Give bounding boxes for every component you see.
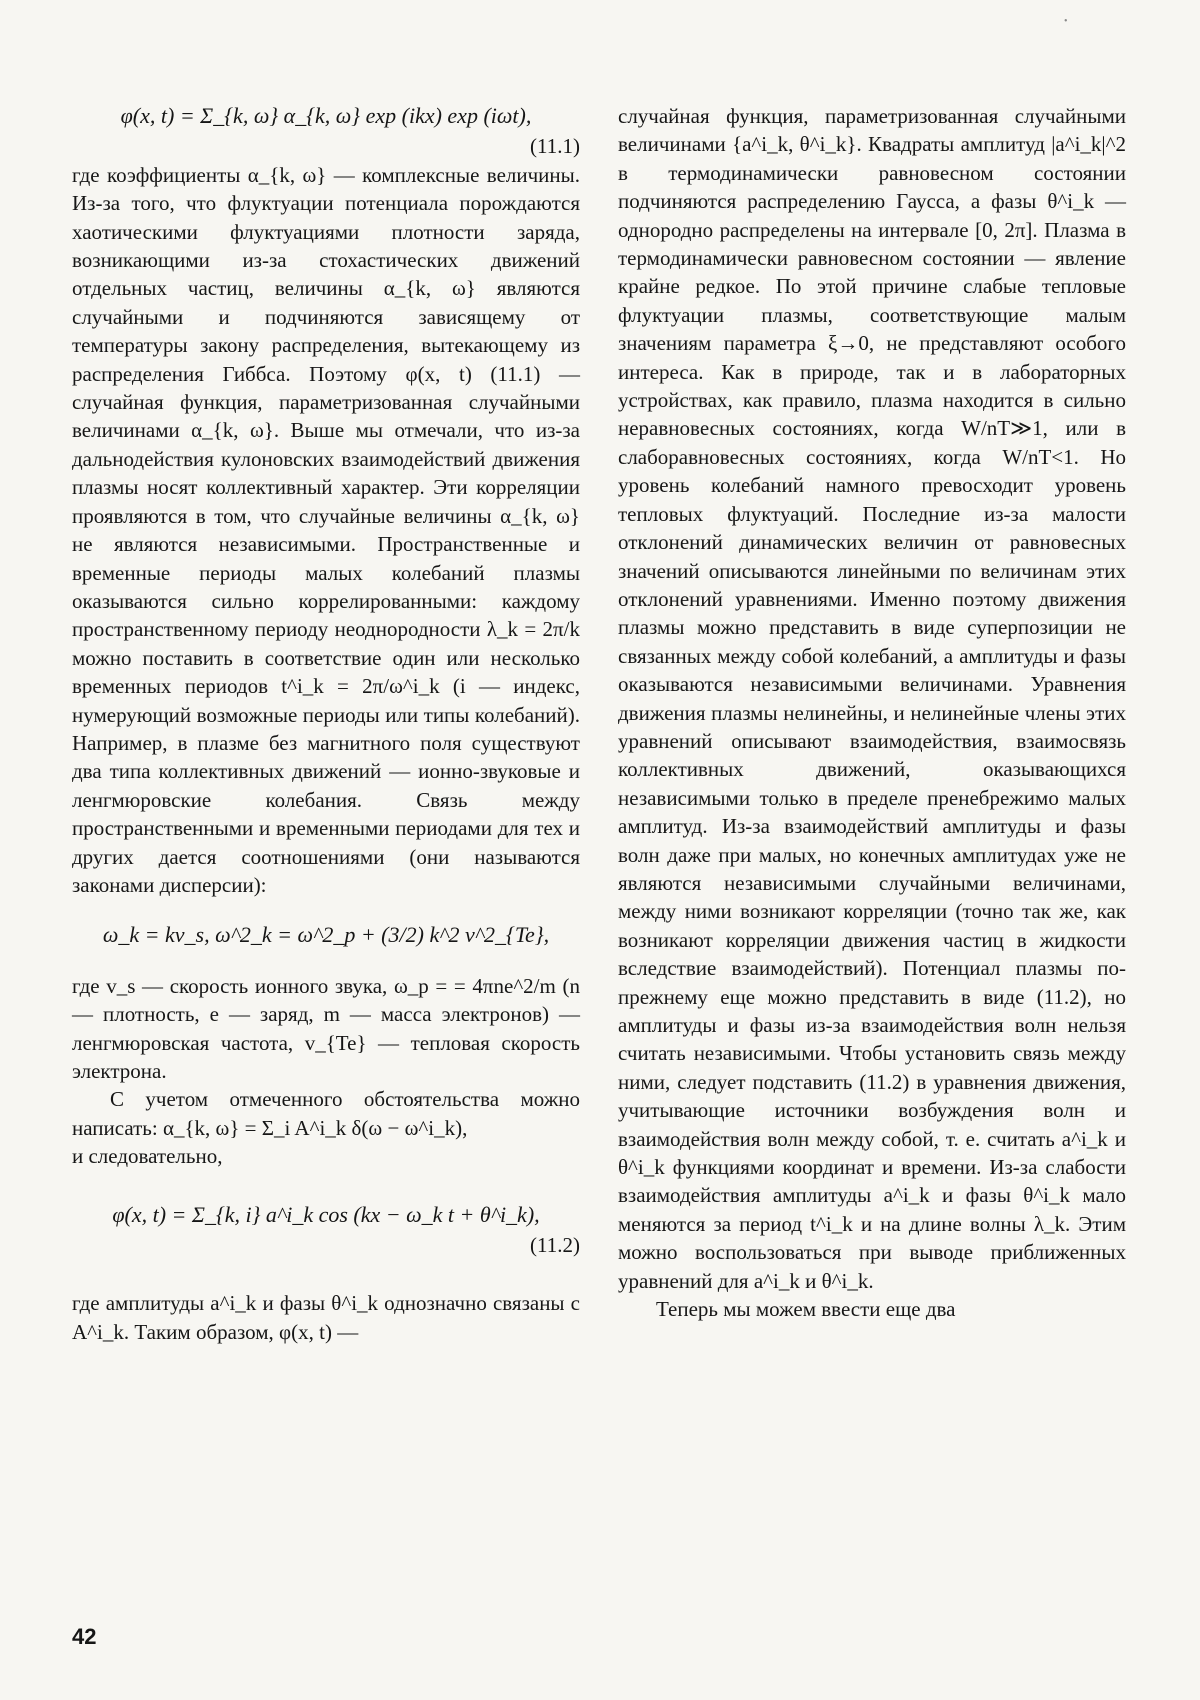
equation-11-1-number: (11.1): [530, 134, 580, 159]
paragraph-random-function: случайная функция, параметризованная случайными величинами {a^i_k, θ^i_k}. Квадраты амплитуд |a^i_k|^2 в термодинамически равновесном состоянии подчиняются распределению Гаусса, а фазы θ^i_k — однородно распределены на интервале [0, 2π]. Плазма в термодинамически равновесном состоянии — явление крайне редкое. По этой причине слабые тепловые флуктуации плазмы, соответствующие малым значениям параметра ξ→0, не представляют особого интереса. Как в природе, так и в лабораторных устройствах, как правило, плазма находится в сильно неравновесных состояниях, когда W/nT≫1, или в слаборавновесных состояниях, когда W/nT<1. Но уровень колебаний намного превосходит уровень тепловых флуктуаций. Последние из-за малости отклонений динамических величин от равновесных значений описываются линейными по величинам этих отклонений уравнениями. Именно поэтому движения плазмы можно представить в виде суперпозиции не связанных между собой колебаний, а амплитуды и фазы оказываются независимыми величинами. Уравнения движения плазмы нелинейны, и нелинейные члены этих уравнений описывают взаимодействия, взаимосвязь коллективных движений, оказывающихся независимыми только в пределе пренебрежимо малых амплитуд. Из-за взаимодействий амплитуды и фазы волн даже при малых, но конечных амплитудах уже не являются независимыми случайными величинами, между ними возникают корреляции (точно так же, как возникают корреляции движения частиц в жидкости вследствие взаимодействий). Потенциал плазмы по-прежнему еще можно представить в виде (11.2), но амплитуды и фазы из-за взаимодействия волн нельзя считать независимыми. Чтобы установить связь между ними, следует подставить (11.2) в уравнения движения, учитывающие источники возбуждения волн и взаимодействия волн между собой, т. е. считать a^i_k и θ^i_k функциями координат и времени. Из-за слабости взаимодействия амплитуды a^i_k и фазы θ^i_k мало меняются за период t^i_k и на длине волны λ_k. Этим можно воспользоваться при выводе приближенных уравнений для a^i_k и θ^i_k.: [618, 104, 1126, 1293]
page-number: 42: [72, 1624, 97, 1649]
right-column: [618, 102, 1126, 1323]
paragraph-amplitude-relation: С учетом отмеченного обстоятельства можно написать: α_{k, ω} = Σ_i A^i_k δ(ω − ω^i_k),: [72, 1087, 580, 1140]
paragraph-definitions: где v_s — скорость ионного звука, ω_p = = 4πne^2/m (n — плотность, e — заряд, m — масса электронов) — ленгмюровская частота, v_{Te} — тепловая скорость электрона.: [72, 973, 580, 1083]
paragraph-consequently: и следовательно,: [72, 1144, 223, 1169]
equation-11-1: φ(x, t) = Σ_{k, ω} α_{k, ω} exp (ikx) exp (iωt),: [120, 103, 532, 128]
paragraph-continuation: Теперь мы можем ввести еще два: [656, 1297, 956, 1322]
equation-dispersion: ω_k = kv_s, ω^2_k = ω^2_p + (3/2) k^2 v^2_{Te},: [102, 922, 550, 948]
equation-11-2: φ(x, t) = Σ_{k, i} a^i_k cos (kx − ω_k t + θ^i_k),: [112, 1201, 540, 1227]
paragraph-amplitudes-phases: где амплитуды a^i_k и фазы θ^i_k однозначно связаны с A^i_k. Таким образом, φ(x, t) —: [72, 1291, 580, 1344]
scan-speck: •: [1064, 16, 1068, 27]
left-column: [72, 100, 580, 1346]
equation-11-2-number: (11.2): [530, 1233, 580, 1258]
paragraph-fluctuations: где коэффициенты α_{k, ω} — комплексные величины. Из-за того, что флуктуации потенциала порождаются хаотическими флуктуациями плотности заряда, возникающими из-за стохастических движений отдельных частиц, величины α_{k, ω} являются случайными и подчиняются зависящему от температуры закону распределения, вытекающему из распределения Гиббса. Поэтому φ(x, t) (11.1) — случайная функция, параметризованная случайными величинами α_{k, ω}. Выше мы отмечали, что из-за дальнодействия кулоновских взаимодействий движения плазмы носят коллективный характер. Эти корреляции проявляются в том, что случайные величины α_{k, ω} не являются независимыми. Пространственные и временные периоды малых колебаний плазмы оказываются сильно коррелированными: каждому пространственному периоду неоднородности λ_k = 2π/k можно поставить в соответствие один или несколько временных периодов t^i_k = 2π/ω^i_k (i — индекс, нумерующий возможные периоды или типы колебаний). Например, в плазме без магнитного поля существуют два типа коллективных движений — ионно-звуковые и ленгмюровские колебания. Связь между пространственными и временными периодами для тех и других дается соотношениями (они называются законами дисперсии):: [72, 162, 580, 897]
